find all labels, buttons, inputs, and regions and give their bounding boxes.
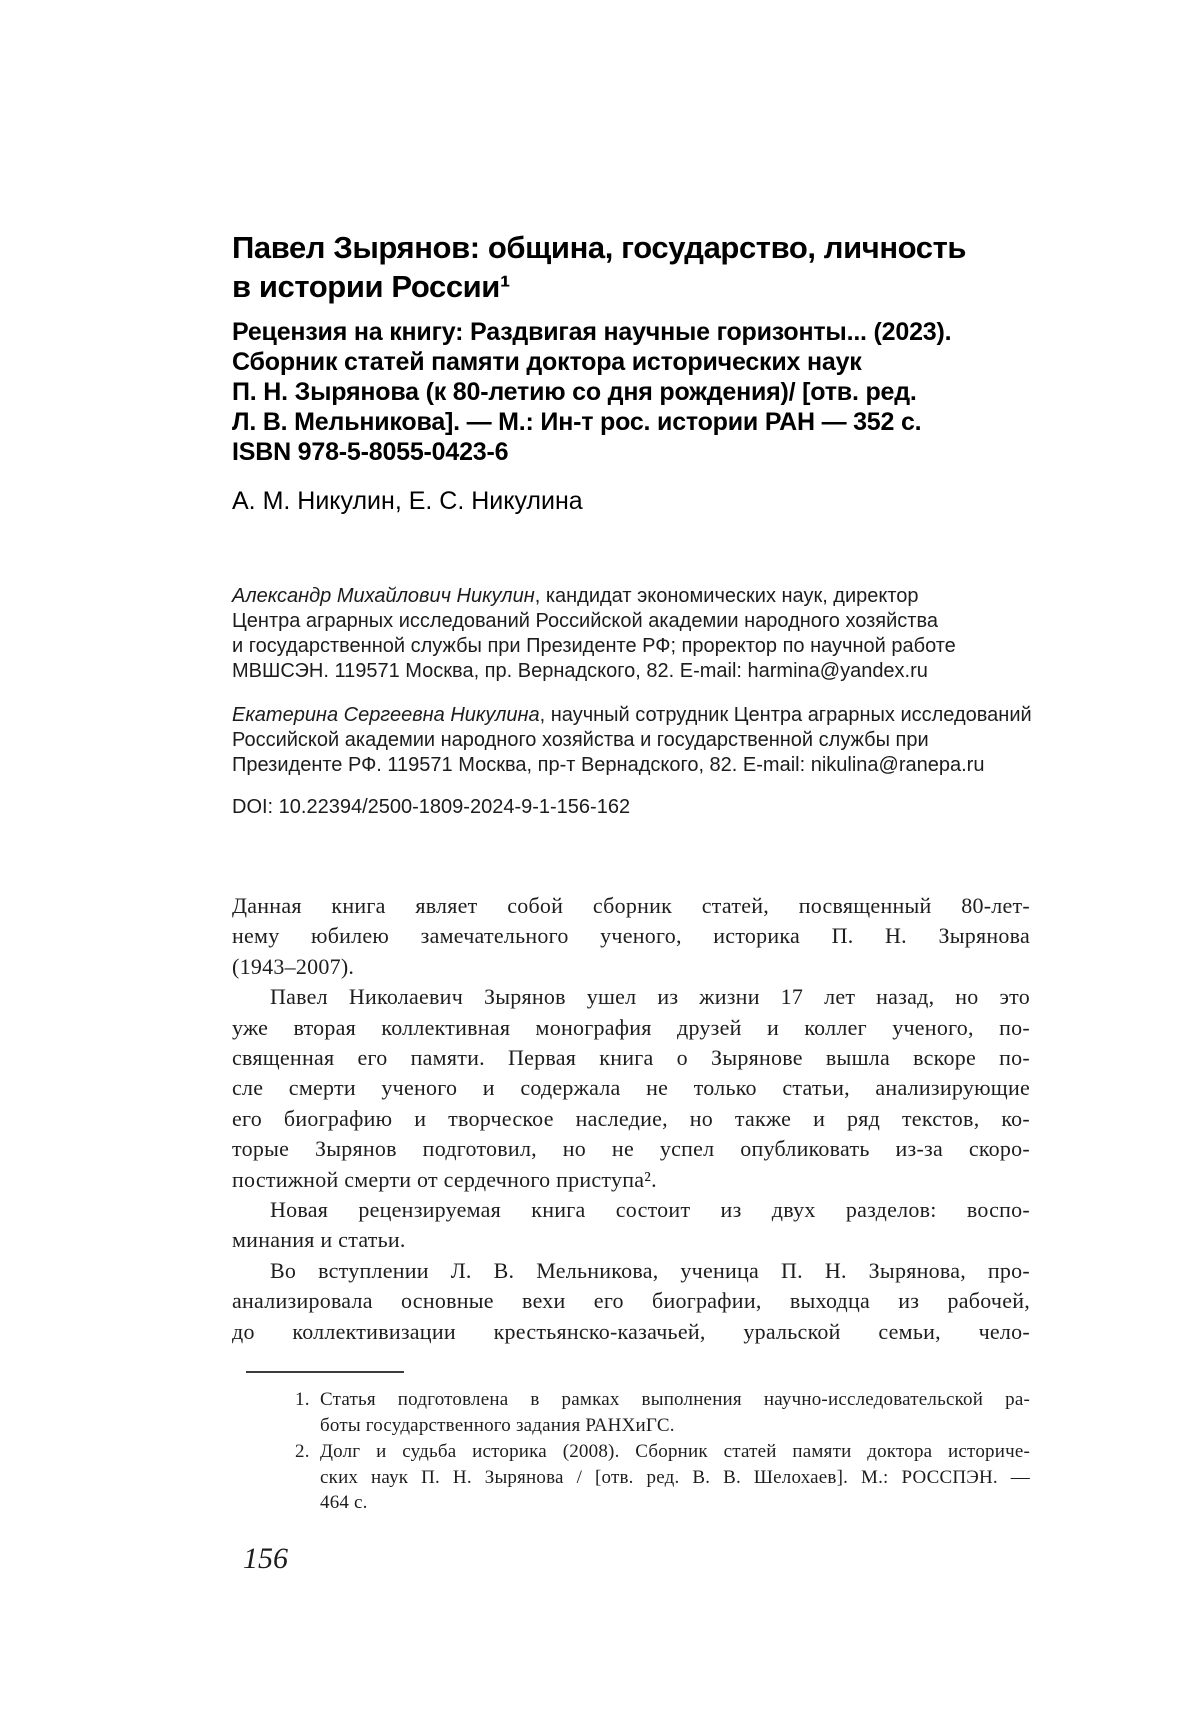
- footnotes: [232, 1387, 1030, 1517]
- article-header: [232, 228, 1062, 306]
- page-number: 156: [243, 1542, 288, 1575]
- footnote-2-text: Долг и судьба историка (2008). Сборник статей памяти доктора историче- ских наук П. Н. Зырянова / [отв. ред. В. В. Шелохаев]. М.: РОССПЭН. — 464 с.: [320, 1441, 1030, 1514]
- footnote-2: [232, 1439, 1030, 1516]
- body-paragraph-3: Новая рецензируемая книга состоит из двух разделов: воспо- минания и статьи.: [232, 1197, 1030, 1253]
- body-paragraph-4: Во вступлении Л. В. Мельникова, ученица П. Н. Зырянова, про- анализировала основные вехи его биографии, выходца из рабочей, до коллективизации крестьянско-казачьей, уральской семьи, чело-: [232, 1257, 1030, 1344]
- author-1-details: , кандидат экономических наук, директор Центра аграрных исследований Российской академии народного хозяйства и государственной службы при Президенте РФ; проректор по научной работе МВШСЭН. 119571 Москва, пр. Вернадского, 82. E-mail: harmina@yandex.ru: [232, 585, 956, 682]
- affiliation-author-1: [232, 584, 1057, 684]
- footnote-1-number: 1.: [295, 1389, 310, 1410]
- doi-line: DOI: 10.22394/2500-1809-2024-9-1-156-162: [232, 796, 631, 818]
- body-paragraph-2: Павел Николаевич Зырянов ушел из жизни 17 лет назад, но это уже вторая коллективная монография друзей и коллег ученого, по- священная его памяти. Первая книга о Зырянове вышла вскоре по- сле смерти ученого и содержала не только статьи, анализирующие его биографию и творческое наследие, но также и ряд текстов, ко- торые Зырянов подготовил, но не успел опубликовать из-за скоро- постижной смерти от сердечного приступа².: [232, 984, 1030, 1192]
- article-body: [232, 891, 1030, 1347]
- author-2-details: , научный сотрудник Центра аграрных исследований Российской академии народного хозяйства и государственной службы при Президенте РФ. 119571 Москва, пр-т Вернадского, 82. E-mail: nikulina@ranepa.ru: [232, 704, 1032, 776]
- review-reference: Рецензия на книгу: Раздвигая научные горизонты... (2023). Сборник статей памяти доктора исторических наук П. Н. Зырянова (к 80-летию со дня рождения)/ [отв. ред. Л. В. Мельникова]. — М.: Ин-т рос. истории РАН — 352 с. ISBN 978-5-8055-0423-6: [232, 318, 952, 466]
- footnote-2-number: 2.: [295, 1441, 310, 1463]
- article-title: Павел Зырянов: община, государство, личность в истории России¹: [232, 230, 967, 304]
- authors-line: А. М. Никулин, Е. С. Никулина: [232, 487, 583, 515]
- footnote-separator: [246, 1371, 404, 1373]
- affiliation-author-2: [232, 703, 1057, 778]
- footnote-1-text: Статья подготовлена в рамках выполнения научно-исследовательской ра- боты государственного задания РАНХиГС.: [320, 1389, 1030, 1436]
- author-2-name: Екатерина Сергеевна Никулина: [232, 704, 540, 726]
- footnote-1: [232, 1387, 1030, 1438]
- author-1-name: Александр Михайлович Никулин: [232, 585, 535, 607]
- body-paragraph-1: Данная книга являет собой сборник статей, посвященный 80-лет- нему юбилею замечательного ученого, историка П. Н. Зырянова (1943–2007).: [232, 893, 1030, 979]
